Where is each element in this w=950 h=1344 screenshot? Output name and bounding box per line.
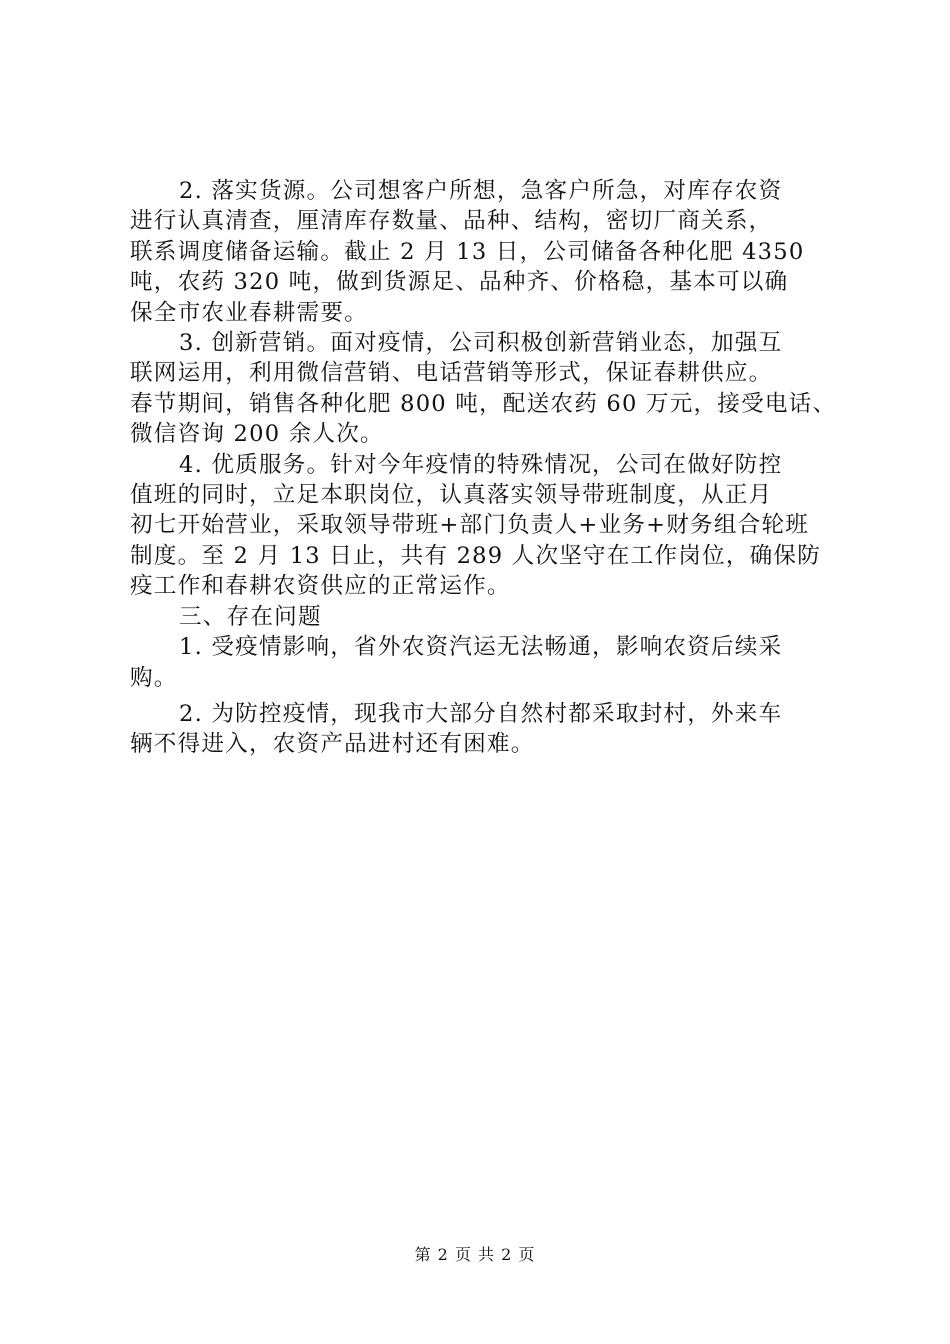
text-line: 购。 — [130, 664, 178, 691]
text-line: 辆不得进入，农资产品进村还有困难。 — [130, 731, 535, 758]
text-line: 进行认真清查，厘清库存数量、品种、结构，密切厂商关系， — [130, 208, 773, 235]
text-line: 春节期间，销售各种化肥 800 吨，配送农药 60 万元，接受电话、 — [130, 390, 837, 417]
text-line: 2. 为防控疫情，现我市大部分自然村都采取封村，外来车 — [179, 700, 783, 727]
text-line: 微信咨询 200 余人次。 — [130, 421, 384, 448]
text-line: 2. 落实货源。公司想客户所想，急客户所急，对库存农资 — [179, 178, 783, 204]
paragraph-problem-village-closure — [130, 699, 830, 760]
text-line: 联系调度储备运输。截止 2 月 13 日，公司储备各种化肥 4350 — [130, 238, 805, 265]
paragraph-quality-service — [130, 450, 830, 602]
paragraph-problem-transport — [130, 632, 830, 693]
text-line: 值班的同时，立足本职岗位，认真落实领导带班制度，从正月 — [130, 482, 773, 509]
text-line: 1. 受疫情影响，省外农资汽运无法畅通，影响农资后续采 — [179, 634, 783, 661]
text-line: 疫工作和春耕农资供应的正常运作。 — [130, 573, 511, 600]
text-line: 初七开始营业，采取领导带班+部门负责人+业务+财务组合轮班 — [130, 512, 810, 539]
document-body — [130, 176, 837, 760]
page-number-footer: 第 2 页 共 2 页 — [414, 1245, 536, 1264]
paragraph-innovative-marketing — [130, 328, 837, 450]
text-line: 吨，农药 320 吨，做到货源足、品种齐、价格稳，基本可以确 — [130, 269, 789, 296]
text-line: 三、存在问题 — [179, 603, 322, 630]
paragraph-secure-supply — [130, 176, 830, 328]
section-heading-existing-problems — [130, 602, 830, 632]
text-line: 保全市农业春耕需要。 — [130, 299, 368, 326]
text-line: 联网运用，利用微信营销、电话营销等形式，保证春耕供应。 — [130, 360, 773, 387]
text-line: 制度。至 2 月 13 日止，共有 289 人次坚守在工作岗位，确保防 — [130, 542, 821, 569]
text-line: 4. 优质服务。针对今年疫情的特殊情况，公司在做好防控 — [179, 451, 783, 478]
text-line: 3. 创新营销。面对疫情，公司积极创新营销业态，加强互 — [179, 330, 783, 357]
